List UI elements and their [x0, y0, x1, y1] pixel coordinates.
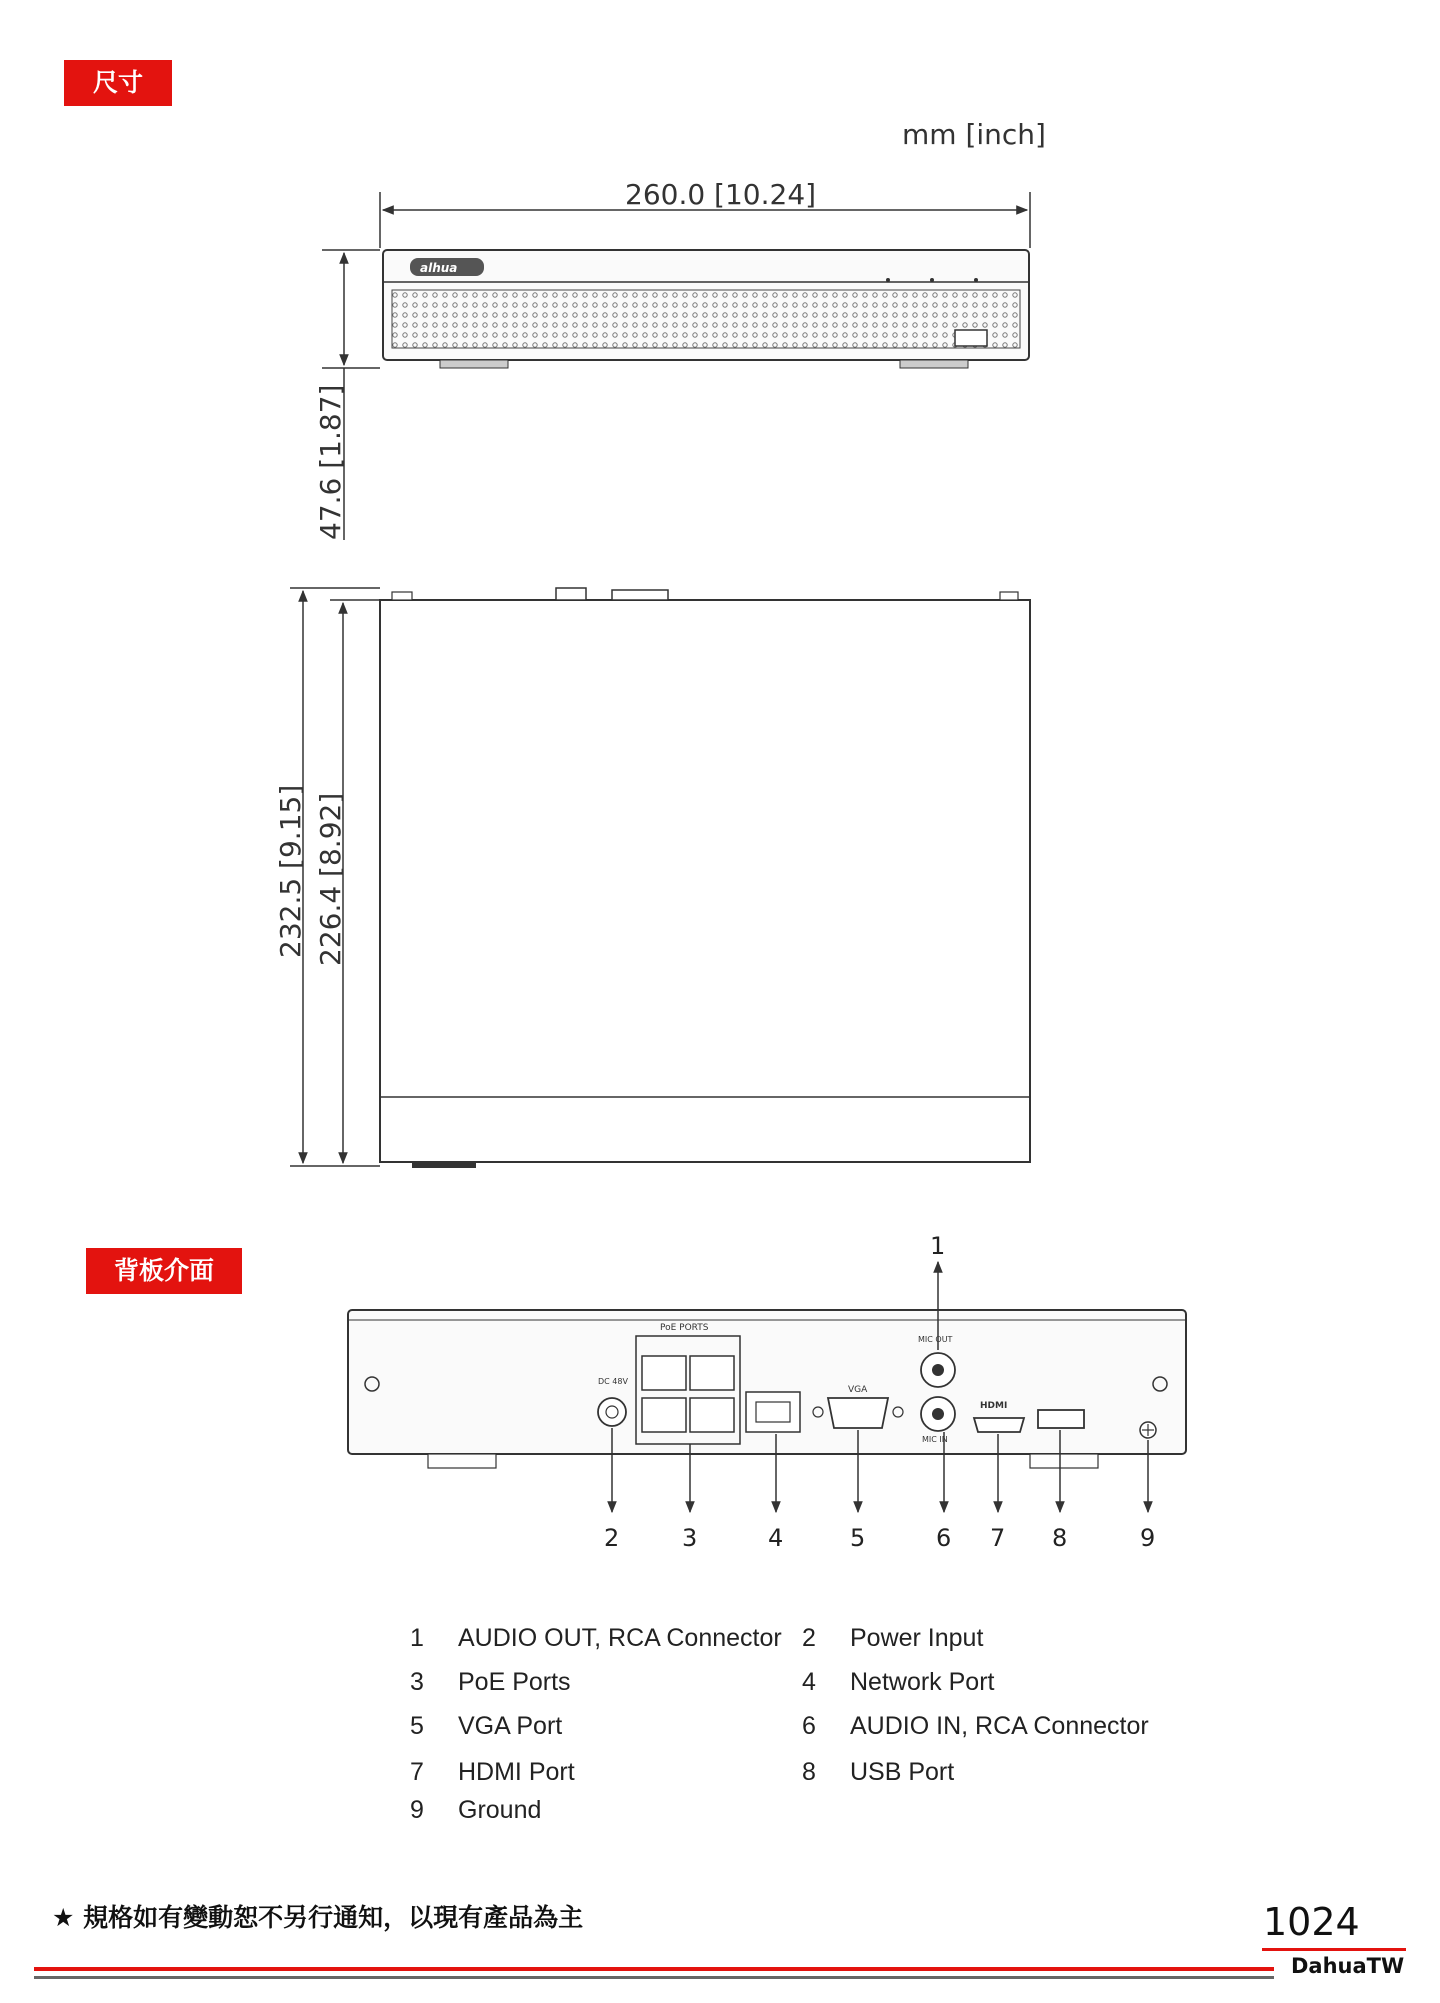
depth-outer-label: 232.5 [9.15]: [274, 784, 307, 958]
poe-port-icon: [642, 1398, 686, 1432]
callout-3: 3: [682, 1524, 698, 1552]
poe-port-icon: [690, 1356, 734, 1390]
callout-1: 1: [930, 1232, 946, 1260]
callout-6: 6: [936, 1524, 952, 1552]
dimensions-section-tag: 尺寸: [64, 60, 172, 106]
unit-label: mm [inch]: [902, 118, 1046, 151]
top-view: [380, 588, 1030, 1168]
depth-dimension: [274, 588, 380, 1166]
callout-2: 2: [604, 1524, 620, 1552]
footer-divider-gray: [34, 1976, 1274, 1979]
callout-9: 9: [1140, 1524, 1156, 1552]
front-view: [383, 250, 1029, 368]
svg-text:MIC IN: MIC IN: [922, 1435, 948, 1444]
poe-port-icon: [690, 1398, 734, 1432]
width-label: 260.0 [10.24]: [625, 178, 817, 211]
divider: [1262, 1948, 1406, 1951]
power-input-icon: [598, 1398, 626, 1426]
rear-panel-section-tag: 背板介面: [86, 1248, 242, 1294]
width-dimension: [380, 178, 1030, 248]
height-label: 47.6 [1.87]: [314, 384, 347, 540]
vga-port-icon: [828, 1398, 888, 1428]
hdmi-port-icon: [974, 1418, 1024, 1432]
depth-inner-label: 226.4 [8.92]: [314, 792, 347, 966]
svg-text:DC 48V: DC 48V: [598, 1377, 628, 1386]
callout-7: 7: [990, 1524, 1006, 1552]
poe-port-icon: [642, 1356, 686, 1390]
svg-text:HDMI: HDMI: [980, 1401, 1008, 1411]
network-port-icon: [746, 1392, 800, 1432]
poe-ports-printed-label: PoE PORTS: [660, 1323, 709, 1333]
disclaimer-note: ★ 規格如有變動恕不另行通知，以現有產品為主: [52, 1903, 584, 1932]
height-dimension: [314, 250, 380, 540]
svg-text:MIC OUT: MIC OUT: [918, 1335, 953, 1344]
footer-divider-red: [34, 1967, 1274, 1971]
svg-text:VGA: VGA: [848, 1385, 868, 1395]
usb-port-icon: [955, 330, 987, 346]
callout-8: 8: [1052, 1524, 1068, 1552]
brand-name: DahuaTW: [1291, 1954, 1405, 1978]
usb-port-icon: [1038, 1410, 1084, 1428]
logo-text: alhua: [420, 261, 458, 275]
callout-4: 4: [768, 1524, 784, 1552]
page-number: 1024: [1263, 1900, 1360, 1944]
callout-5: 5: [850, 1524, 866, 1552]
